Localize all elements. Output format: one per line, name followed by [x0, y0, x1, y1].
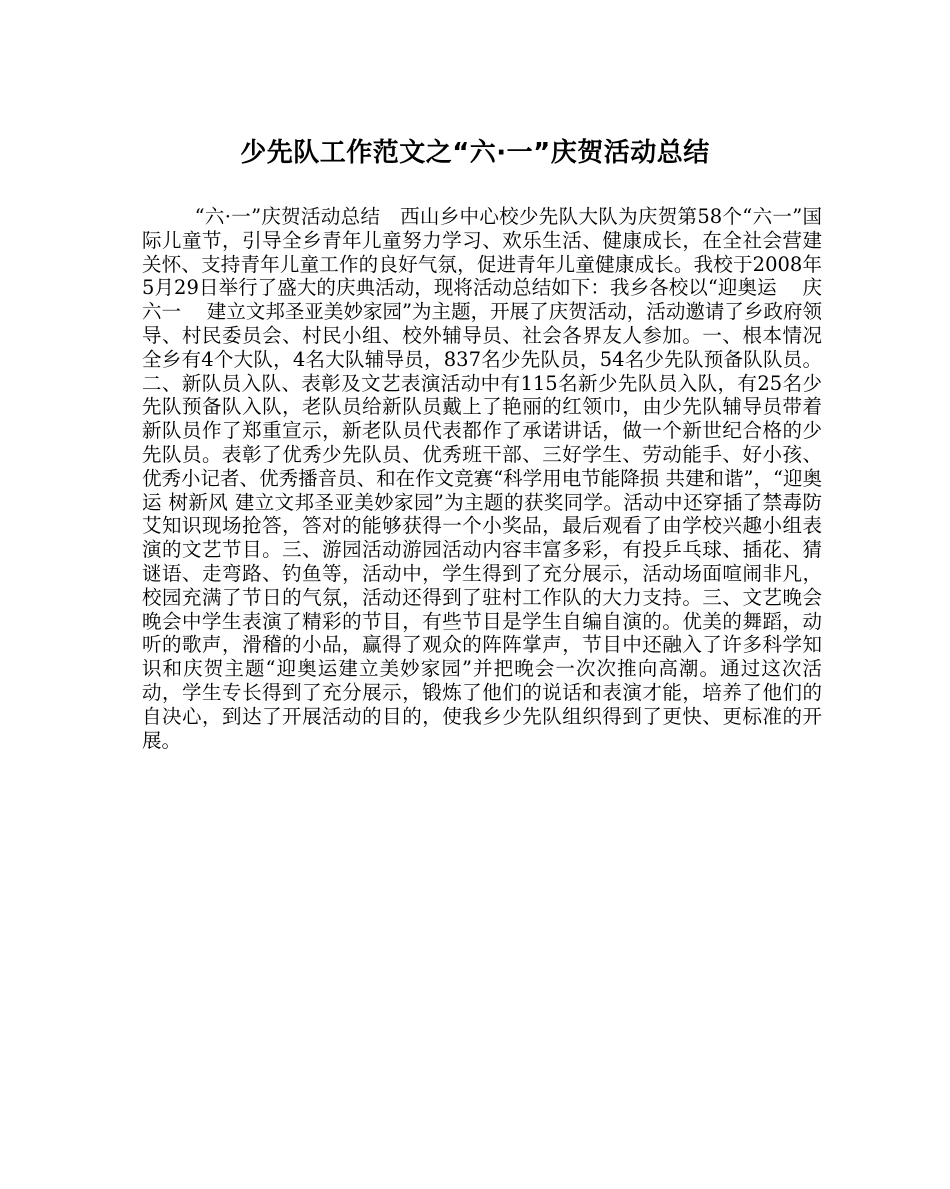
document-body-paragraph: “六·一”庆贺活动总结 西山乡中心校少先队大队为庆贺第58个“六一”国际儿童节，引导全乡青年儿童努力学习、欢乐生活、健康成长，在全社会营建关怀、支持青年儿童工作的良好气氛，促进青年儿童健康成长。我校于2008年5月29日举行了盛大的庆典活动，现将活动总结如下：我乡各校以“迎奥运 庆六一 建立文邦圣亚美妙家园”为主题，开展了庆贺活动，活动邀请了乡政府领导、村民委员会、村民小组、校外辅导员、社会各界友人参加。一、根本情况全乡有4个大队，4名大队辅导员，837名少先队员，54名少先队预备队队员。二、新队员入队、表彰及文艺表演活动中有115名新少先队员入队，有25名少先队预备队入队，老队员给新队员戴上了艳丽的红领巾，由少先队辅导员带着新队员作了郑重宣示，新老队员代表都作了承诺讲话，做一个新世纪合格的少先队员。表彰了优秀少先队员、优秀班干部、三好学生、劳动能手、好小孩、优秀小记者、优秀播音员、和在作文竞赛“科学用电节能降损 共建和谐”，“迎奥运 树新风 建立文邦圣亚美妙家园”为主题的获奖同学。活动中还穿插了禁毒防艾知识现场抢答，答对的能够获得一个小奖品，最后观看了由学校兴趣小组表演的文艺节目。三、游园活动游园活动内容丰富多彩，有投乒乓球、插花、猜谜语、走弯路、钓鱼等，活动中，学生得到了充分展示，活动场面喧闹非凡，校园充满了节日的气氛，活动还得到了驻村工作队的大力支持。三、文艺晚会晚会中学生表演了精彩的节目，有些节目是学生自编自演的。优美的舞蹈，动听的歌声，滑稽的小品，赢得了观众的阵阵掌声，节目中还融入了许多科学知识和庆贺主题“迎奥运建立美妙家园”并把晚会一次次推向高潮。通过这次活动，学生专长得到了充分展示，锻炼了他们的说话和表演才能，培养了他们的自决心，到达了开展活动的目的，使我乡少先队组织得到了更快、更标准的开展。	[142, 205, 822, 752]
document-title: 少先队工作范文之“六·一”庆贺活动总结	[240, 138, 710, 168]
